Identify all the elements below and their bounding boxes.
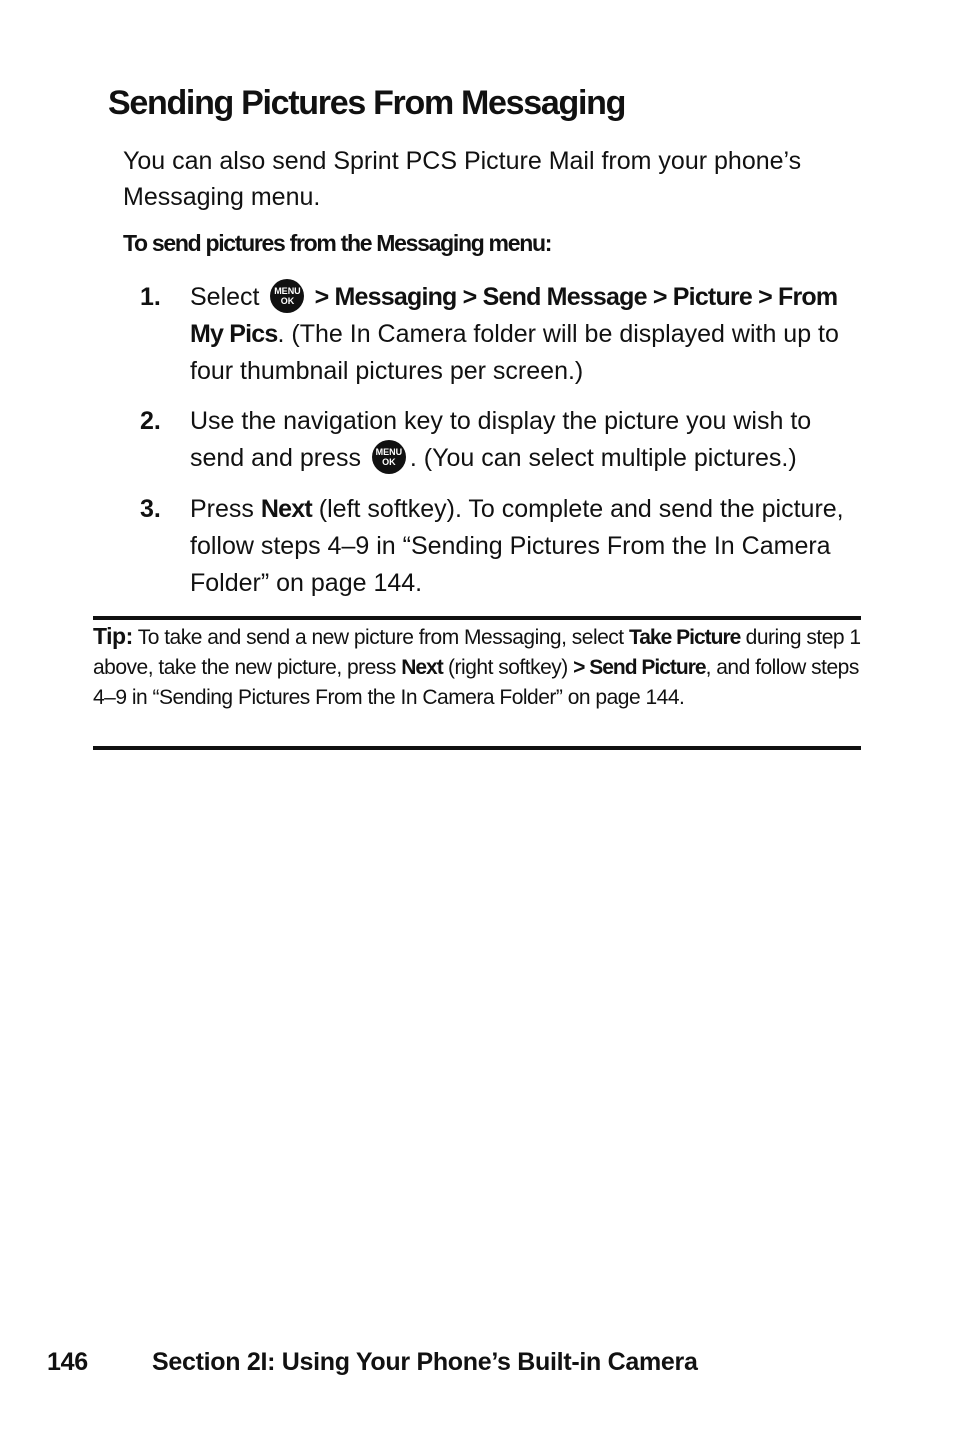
menu-key-label: MENU bbox=[375, 447, 403, 458]
tip-text: To take and send a new picture from Messaging, select bbox=[132, 626, 629, 649]
tip-bold: Next bbox=[401, 656, 443, 679]
menu-ok-key-icon bbox=[270, 279, 304, 313]
page-number: 146 bbox=[47, 1348, 88, 1376]
step-text: . (You can select multiple pictures.) bbox=[409, 444, 797, 472]
page-heading: Sending Pictures From Messaging bbox=[108, 84, 626, 122]
procedure-subheading: To send pictures from the Messaging menu: bbox=[123, 230, 552, 256]
tip-bottom-rule bbox=[93, 746, 861, 750]
step-text: Select bbox=[190, 283, 260, 311]
step-text: Use the navigation key to display the picture you wish to send and press bbox=[190, 407, 812, 472]
step-number: 1. bbox=[140, 283, 161, 311]
step-number: 3. bbox=[140, 495, 161, 523]
step-3 bbox=[140, 491, 865, 602]
ok-key-label: OK bbox=[382, 457, 396, 468]
step-text: Press bbox=[190, 495, 261, 523]
menu-key-label: MENU bbox=[274, 286, 301, 297]
tip-text: , and follow steps 4–9 in “Sending Pictures From the In Camera Folder” on page 144. bbox=[93, 656, 859, 709]
step-2 bbox=[140, 403, 865, 477]
tip-text: during step 1 above, take the new picture, press bbox=[93, 626, 861, 679]
step-text: . (The In Camera folder will be displayed with up to four thumbnail pictures per screen.) bbox=[190, 320, 839, 385]
step-1 bbox=[140, 279, 865, 390]
menu-path: > Messaging > Send Message > Picture > From My Pics bbox=[190, 283, 838, 348]
section-title: Section 2I: Using Your Phone’s Built-in Camera bbox=[152, 1348, 698, 1376]
ok-key-label: OK bbox=[280, 296, 295, 307]
softkey-name: Next bbox=[260, 495, 312, 523]
tip-top-rule bbox=[93, 616, 861, 620]
tip-label: Tip: bbox=[93, 623, 133, 649]
step-text: (left softkey). To complete and send the picture, follow steps 4–9 in “Sending Pictures From the In Camera Folder” on page 144. bbox=[190, 495, 844, 597]
intro-paragraph: You can also send Sprint PCS Picture Mail from your phone’s Messaging menu. bbox=[123, 147, 802, 211]
tip-text: (right softkey) bbox=[442, 656, 574, 679]
menu-ok-key-icon bbox=[372, 440, 406, 474]
tip-bold: > Send Picture bbox=[573, 656, 706, 679]
tip-box bbox=[93, 621, 861, 713]
step-number: 2. bbox=[140, 407, 161, 435]
tip-bold: Take Picture bbox=[628, 626, 741, 649]
